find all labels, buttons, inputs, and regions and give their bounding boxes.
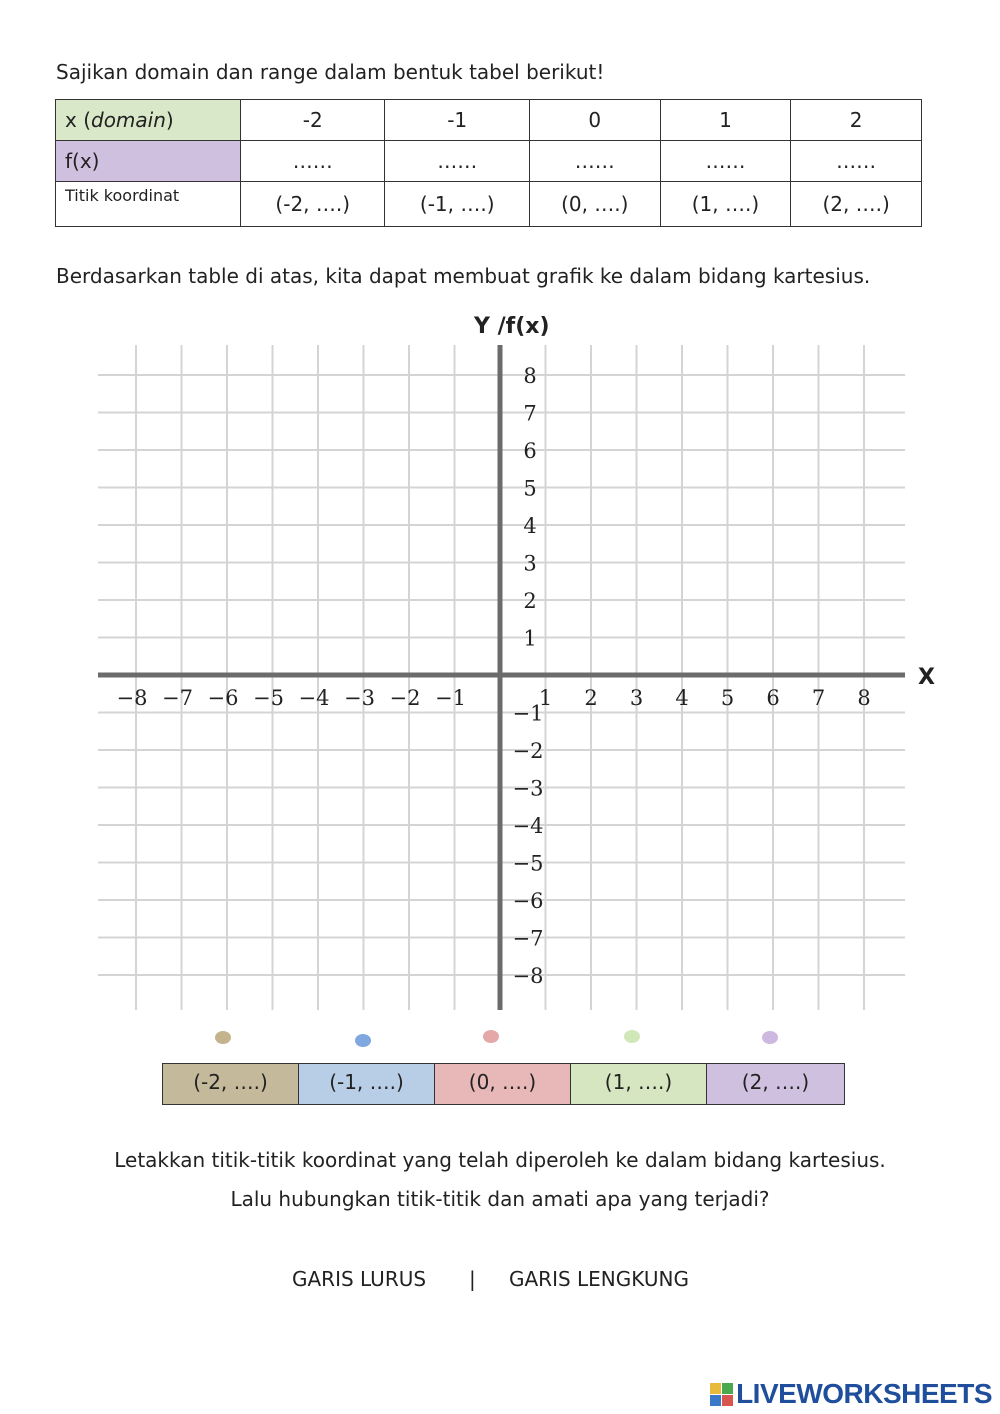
fx-answer-blank[interactable]: …… (385, 141, 529, 182)
x-tick-label: 4 (675, 686, 689, 710)
cartesian-plane[interactable] (0, 300, 1000, 1020)
brand-name: LIVEWORKSHEETS (736, 1378, 992, 1409)
y-tick-label: 5 (523, 476, 537, 501)
answer-option-curved-line[interactable]: GARIS LENGKUNG (509, 1267, 689, 1291)
x-value-cell: 0 (529, 100, 660, 141)
fx-header: f(x) (56, 141, 241, 182)
coordinate-answer-blank[interactable]: (2, ….) (791, 182, 922, 227)
x-tick-label: 1 (538, 686, 553, 710)
y-tick-label: 3 (523, 551, 537, 576)
y-tick-label: 4 (523, 514, 537, 538)
y-tick-label: −3 (512, 776, 544, 801)
coordinate-answer-blank[interactable]: (0, ….) (529, 182, 660, 227)
y-tick-label: −8 (512, 964, 544, 988)
y-tick-label: −7 (512, 926, 544, 951)
x-tick-label: 2 (584, 686, 598, 710)
x-tick-label: −4 (298, 686, 330, 710)
y-tick-label: 6 (523, 439, 537, 463)
table-row-fx (56, 141, 922, 182)
connect-points-question: Lalu hubungkan titik-titik dan amati apa yang terjadi? (230, 1187, 770, 1211)
answer-option-straight-line[interactable]: GARIS LURUS (292, 1267, 427, 1291)
y-tick-label: 7 (523, 401, 537, 426)
x-tick-label: −6 (207, 686, 239, 710)
x-value-cell: 2 (791, 100, 922, 141)
point-label-chip[interactable]: (-2, ….) (163, 1064, 299, 1104)
x-tick-labels (117, 686, 871, 710)
coordinate-answer-blank[interactable]: (-1, ….) (385, 182, 529, 227)
fx-answer-blank[interactable]: …… (529, 141, 660, 182)
x-value-cell: -2 (241, 100, 385, 141)
point-label-chip[interactable]: (0, ….) (435, 1064, 571, 1104)
point-label-row (162, 1063, 845, 1105)
fx-answer-blank[interactable]: …… (241, 141, 385, 182)
y-tick-label: 2 (523, 589, 537, 613)
domain-range-table (55, 99, 922, 227)
draggable-dot[interactable] (215, 1031, 231, 1044)
liveworksheets-mark-icon (710, 1383, 733, 1406)
x-tick-label: −3 (344, 686, 375, 710)
table-row-x (56, 100, 922, 141)
point-label-chip[interactable]: (2, ….) (707, 1064, 844, 1104)
x-tick-label: −8 (116, 686, 148, 710)
fx-answer-blank[interactable]: …… (791, 141, 922, 182)
coordinate-answer-blank[interactable]: (1, ….) (660, 182, 791, 227)
x-tick-label: −7 (162, 686, 193, 710)
y-tick-label: −5 (512, 851, 544, 876)
y-tick-label: −4 (512, 814, 544, 838)
axes (98, 345, 905, 1010)
draggable-dot[interactable] (624, 1030, 640, 1043)
x-axis-title: X (918, 665, 935, 690)
x-value-cell: -1 (385, 100, 529, 141)
draggable-dot[interactable] (355, 1034, 371, 1047)
draggable-dot[interactable] (483, 1030, 499, 1043)
x-tick-label: 7 (811, 686, 826, 710)
x-value-cell: 1 (660, 100, 791, 141)
x-tick-label: 3 (629, 686, 644, 710)
liveworksheets-logo (710, 1378, 992, 1410)
x-tick-label: −2 (389, 686, 421, 710)
x-tick-label: 5 (720, 686, 735, 710)
coordinate-header: Titik koordinat (56, 182, 241, 227)
graph-instruction: Berdasarkan table di atas, kita dapat membuat grafik ke dalam bidang kartesius. (56, 264, 871, 288)
place-points-instruction: Letakkan titik-titik koordinat yang telah diperoleh ke dalam bidang kartesius. (114, 1148, 886, 1172)
y-tick-label: −2 (512, 739, 544, 763)
table-row-coordinates (56, 182, 922, 227)
fx-answer-blank[interactable]: …… (660, 141, 791, 182)
draggable-dot[interactable] (762, 1031, 778, 1044)
x-domain-header: x (domain) (56, 100, 241, 141)
coordinate-answer-blank[interactable]: (-2, ….) (241, 182, 385, 227)
x-tick-label: −5 (253, 686, 284, 710)
table-instruction: Sajikan domain dan range dalam bentuk tabel berikut! (56, 60, 605, 84)
y-tick-label: −1 (512, 701, 544, 726)
x-tick-label: 6 (766, 686, 780, 710)
point-label-chip[interactable]: (-1, ….) (299, 1064, 435, 1104)
answer-separator: | (469, 1267, 476, 1291)
y-tick-label: 1 (523, 626, 537, 651)
point-label-chip[interactable]: (1, ….) (571, 1064, 707, 1104)
y-tick-label: −6 (512, 889, 544, 913)
y-axis-title: Y /f(x) (474, 314, 550, 339)
x-tick-label: −1 (435, 686, 466, 710)
y-tick-label: 8 (523, 364, 537, 388)
x-tick-label: 8 (857, 686, 871, 710)
